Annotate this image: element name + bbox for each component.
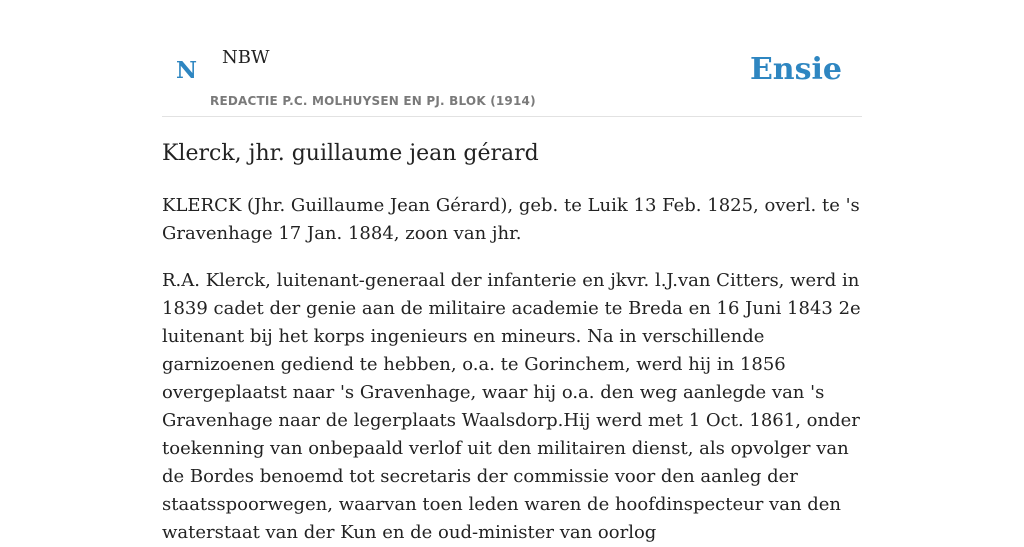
source-logo-icon[interactable]: N (176, 57, 198, 84)
article-title: Klerck, jhr. guillaume jean gérard (162, 141, 539, 166)
article-paragraph: KLERCK (Jhr. Guillaume Jean Gérard), geb. te Luik 13 Feb. 1825, overl. te 's Gravenhage 17 Jan. 1884, zoon van jhr. (162, 195, 860, 244)
source-subtitle: REDACTIE P.C. MOLHUYSEN EN PJ. BLOK (1914) (210, 94, 536, 108)
source-title[interactable]: NBW (222, 47, 270, 68)
ensie-logo[interactable]: Ensie (749, 52, 842, 87)
article (162, 138, 862, 547)
site-header (162, 0, 862, 117)
article-paragraph: R.A. Klerck, luitenant-generaal der infanterie en jkvr. l.J.van Citters, werd in 1839 cadet der genie aan de militaire academie te Breda en 16 Juni 1843 2e luitenant bij het korps ingenieurs en mineurs. Na in verschillende garnizoenen gediend te hebben, o.a. te Gorinchem, werd hij in 1856 overgeplaatst naar 's Gravenhage, waar hij o.a. den weg aanlegde van 's Gravenhage naar de legerplaats Waalsdorp.Hij werd met 1 Oct. 1861, onder toekenning van onbepaald verlof uit den militairen dienst, als opvolger van de Bordes benoemd tot secretaris der commissie voor den aanleg der staatsspoorwegen, waarvan toen leden waren de hoofdinspecteur van den waterstaat van der Kun en de oud-minister van oorlog (162, 270, 861, 543)
